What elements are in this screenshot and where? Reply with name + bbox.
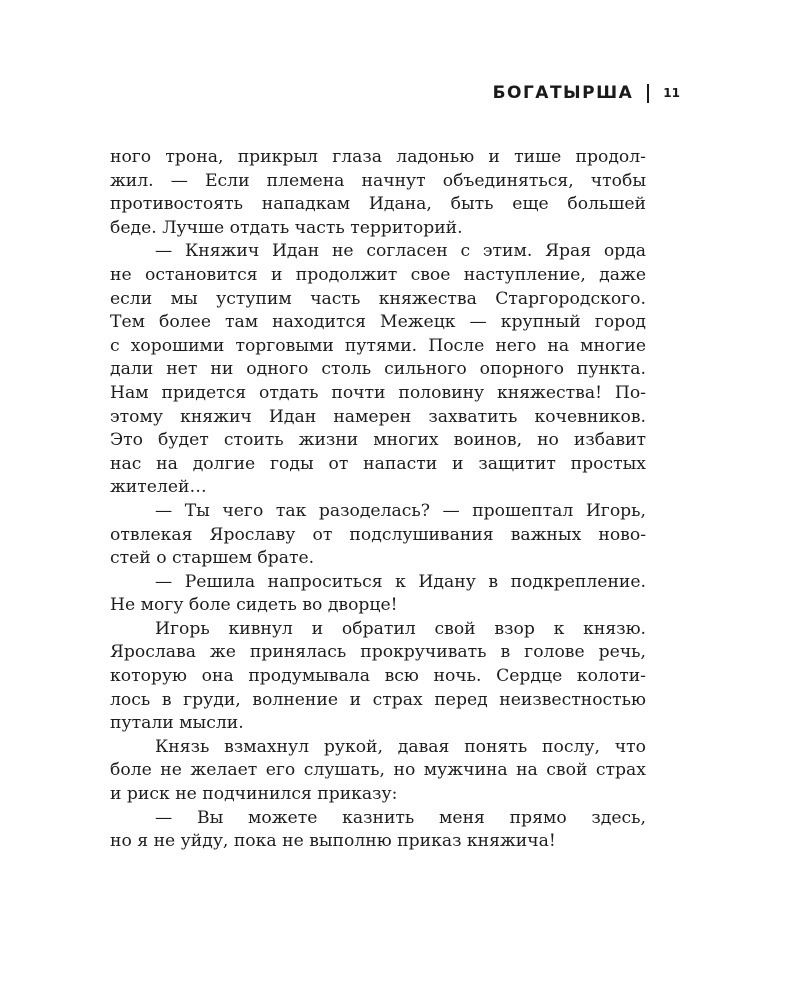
text-line: лось в груди, волнение и страх перед неизвестностью xyxy=(110,689,646,710)
header-separator xyxy=(647,84,649,103)
text-line: — Ты чего так разоделась? — прошептал Игорь, xyxy=(155,500,646,521)
body-text xyxy=(110,146,646,854)
text-line: и риск не подчинился приказу: xyxy=(110,784,398,805)
text-line: Нам придется отдать почти половину княжества! По- xyxy=(110,382,646,403)
text-line: которую она продумывала всю ночь. Сердце колоти- xyxy=(110,666,646,687)
text-line: не остановится и продолжит свое наступление, даже xyxy=(110,264,646,285)
text-line: беде. Лучше отдать часть территорий. xyxy=(110,217,463,238)
text-line: противостоять нападкам Идана, быть еще большей xyxy=(110,194,646,215)
text-line: стей о старшем брате. xyxy=(110,548,315,569)
book-title: БОГАТЫРША xyxy=(492,83,634,103)
text-line: Князь взмахнул рукой, давая понять послу, что xyxy=(155,736,646,757)
text-line: если мы уступим часть княжества Старгородского. xyxy=(110,288,646,309)
text-line: жил. — Если племена начнут объединяться, чтобы xyxy=(110,170,646,191)
text-line: Тем более там находится Межецк — крупный город xyxy=(110,312,646,333)
text-line: Не могу боле сидеть во дворце! xyxy=(110,595,398,616)
text-line: — Решила напроситься к Идану в подкрепление. xyxy=(155,571,646,592)
text-line: — Княжич Идан не согласен с этим. Ярая орда xyxy=(155,241,646,262)
page-number: 11 xyxy=(663,86,680,100)
text-line: этому княжич Идан намерен захватить кочевников. xyxy=(110,406,646,427)
text-line: с хорошими торговыми путями. После него на многие xyxy=(110,335,646,356)
text-line: боле не желает его слушать, но мужчина на свой страх xyxy=(110,760,646,781)
text-line: — Вы можете казнить меня прямо здесь, xyxy=(155,807,646,828)
text-line: дали нет ни одного столь сильного опорного пункта. xyxy=(110,359,646,380)
text-line: путали мысли. xyxy=(110,713,244,734)
text-line: Игорь кивнул и обратил свой взор к князю. xyxy=(155,618,646,639)
text-line: отвлекая Ярославу от подслушивания важных ново- xyxy=(110,524,646,545)
text-line: нас на долгие годы от напасти и защитит простых xyxy=(110,453,646,474)
text-line: ного трона, прикрыл глаза ладонью и тише продол- xyxy=(110,147,646,167)
text-line: Это будет стоить жизни многих воинов, но избавит xyxy=(110,430,646,451)
text-line: жителей… xyxy=(110,477,207,498)
text-line: Ярослава же принялась прокручивать в голове речь, xyxy=(110,642,646,663)
text-line: но я не уйду, пока не выполню приказ княжича! xyxy=(110,831,556,852)
running-head xyxy=(493,83,680,103)
